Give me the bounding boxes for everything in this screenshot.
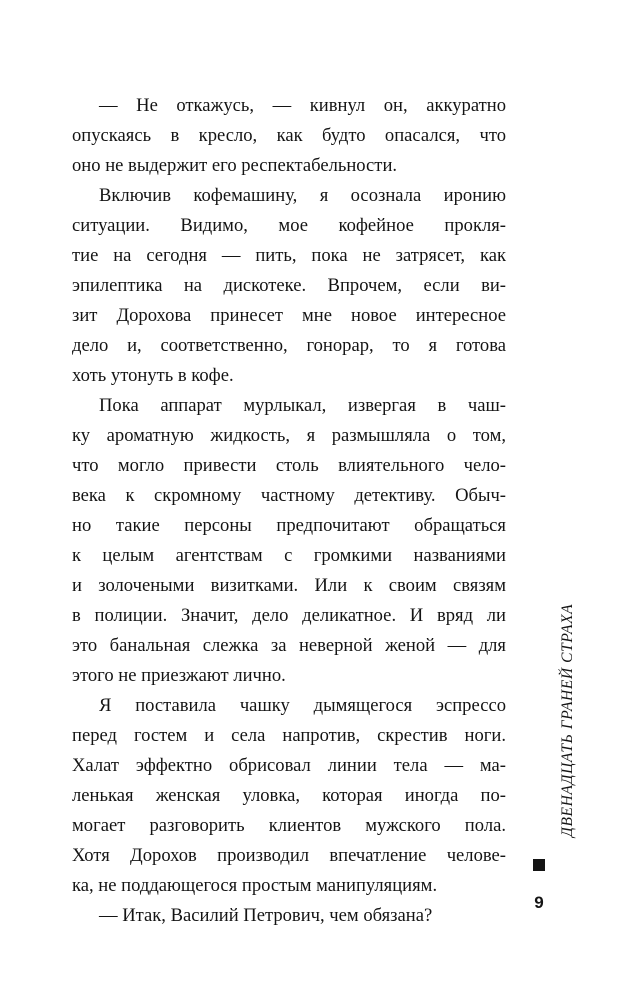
text-line: — Не откажусь, — кивнул он, аккуратно xyxy=(99,95,506,116)
text-line: зит Дорохова принесет мне новое интересное xyxy=(72,305,506,326)
text-line: Включив кофемашину, я осознала иронию xyxy=(99,185,506,206)
text-line: это банальная слежка за неверной женой — для xyxy=(72,635,506,656)
text-line: перед гостем и села напротив, скрестив ноги. xyxy=(72,725,506,746)
text-line: Хотя Дорохов производил впечатление челове- xyxy=(72,845,506,866)
text-line: века к скромному частному детективу. Обыч- xyxy=(72,485,506,506)
text-line: эпилептика на дискотеке. Впрочем, если ви- xyxy=(72,275,506,296)
running-book-title: ДВЕНАДЦАТЬ ГРАНЕЙ СТРАХА xyxy=(559,603,576,837)
page-number: 9 xyxy=(534,893,544,912)
page-text xyxy=(72,91,506,931)
text-line: Я поставила чашку дымящегося эспрессо xyxy=(99,695,506,716)
text-line: Халат эффектно обрисовал линии тела — ма- xyxy=(72,755,506,776)
text-line: этого не приезжают лично. xyxy=(72,665,286,686)
text-line: ку ароматную жидкость, я размышляла о том, xyxy=(72,425,506,446)
text-line: хоть утонуть в кофе. xyxy=(72,365,234,386)
text-line: опускаясь в кресло, как будто опасался, что xyxy=(72,125,506,146)
text-line: ка, не поддающегося простым манипуляциям. xyxy=(72,875,438,896)
text-line: что могло привести столь влиятельного чело- xyxy=(72,455,506,476)
text-line: ленькая женская уловка, которая иногда по- xyxy=(72,785,506,806)
text-line: но такие персоны предпочитают обращаться xyxy=(72,515,506,536)
text-line: к целым агентствам с громкими названиями xyxy=(72,545,506,566)
text-line: оно не выдержит его респектабельности. xyxy=(72,155,398,176)
text-line: — Итак, Василий Петрович, чем обязана? xyxy=(99,905,433,926)
text-line: ситуации. Видимо, мое кофейное прокля- xyxy=(72,215,506,236)
text-line: могает разговорить клиентов мужского пола. xyxy=(72,815,506,836)
text-line: Пока аппарат мурлыкал, извергая в чаш- xyxy=(99,395,506,416)
square-marker-icon xyxy=(533,859,545,871)
text-line: в полиции. Значит, дело деликатное. И вряд ли xyxy=(72,605,506,626)
text-line: дело и, соответственно, гонорар, то я готова xyxy=(72,335,506,356)
text-line: тие на сегодня — пить, пока не затрясет, как xyxy=(72,245,506,266)
text-line: и золочеными визитками. Или к своим связям xyxy=(72,575,506,596)
